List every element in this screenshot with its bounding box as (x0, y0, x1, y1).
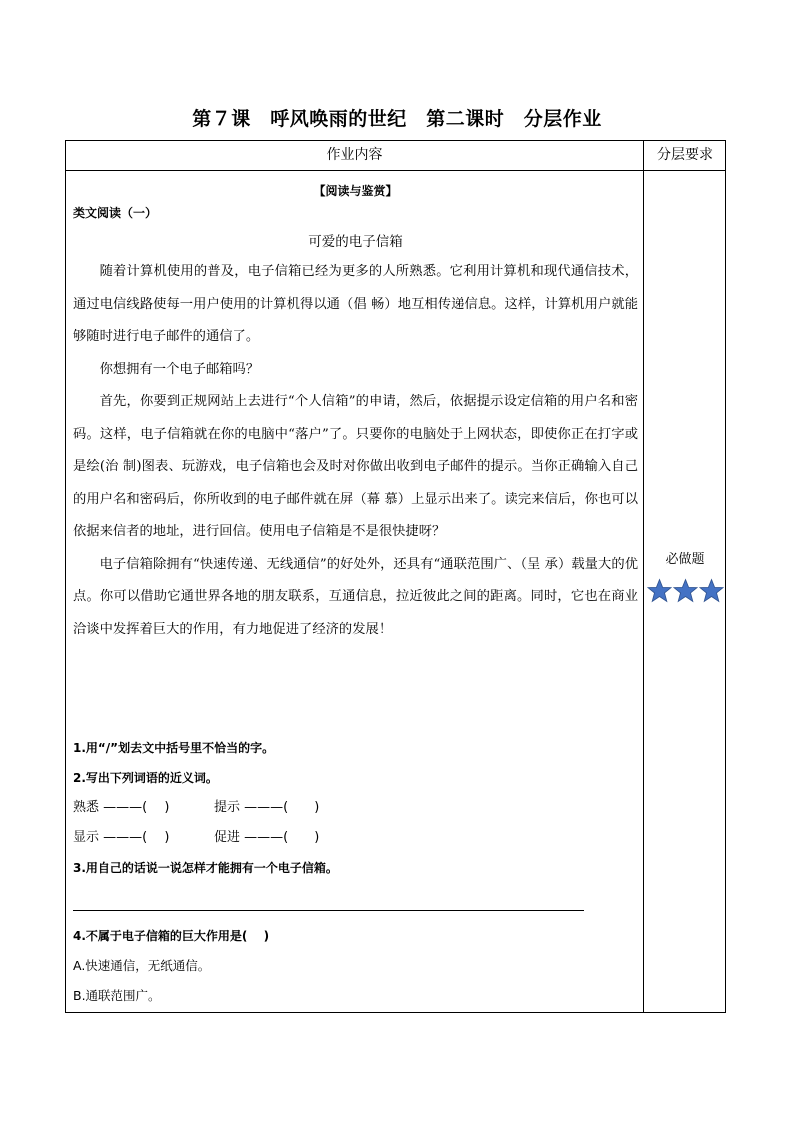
star-icon (699, 578, 724, 603)
answer-line (73, 910, 584, 911)
question-2: 2.写出下列词语的近义词。 (73, 771, 218, 785)
question-4-block (73, 921, 638, 1011)
article-paragraph: 随着计算机使用的普及，电子信箱已经为更多的人所熟悉。它利用计算机和现代通信技术，通过电信线路使每一用户使用的计算机得以通（倡 畅）地互相传递信息。这样，计算机用户就能够随时进行电子邮件的通信了。 (73, 264, 638, 344)
synonym-row (73, 793, 638, 823)
homework-table (65, 140, 726, 1013)
article-paragraph: 首先，你要到正规网站上去进行“个人信箱”的申请，然后，依据提示设定信箱的用户名和密码。这样，电子信箱就在你的电脑中“落户”了。只要你的电脑处于上网状态，即使你正在打字或是绘(治 制)图表、玩游戏，电子信箱也会及时对你做出收到电子邮件的提示。当你正确输入自己的用户名和密码后，你所收到的电子邮件就在屏（幕 慕）上显示出来了。读完来信后，你也可以依据来信者的地址，进行回信。使用电子信箱是不是很快捷呀？ (73, 394, 638, 539)
page-title: 第７课 呼风唤雨的世纪 第二课时 分层作业 (192, 108, 602, 130)
column-divider (643, 141, 644, 1012)
option-b: B.通联范围广。 (73, 988, 161, 1003)
star-icon (647, 578, 672, 603)
requirement-label: 必做题 (665, 552, 705, 567)
subsection-title: 类文阅读（一） (73, 206, 158, 220)
synonym-item: 显示 ———( ) (73, 830, 170, 845)
synonym-row (73, 823, 638, 853)
header-requirement-column: 分层要求 (657, 147, 713, 163)
question-1: 1.用“/”划去文中括号里不恰当的字。 (73, 741, 275, 755)
questions-block (73, 733, 638, 883)
article-body (73, 256, 638, 646)
option-a: A.快速通信，无纸通信。 (73, 958, 211, 973)
section-title: 【阅读与鉴赏】 (313, 184, 398, 198)
article-paragraph: 电子信箱除拥有“快速传递、无线通信”的好处外，还具有“通联范围广、（呈 承）载量大的优点。你可以借助它通世界各地的朋友联系，互通信息，拉近彼此之间的距离。同时，它也在商业洽谈中发挥着巨大的作用，有力地促进了经济的发展！ (73, 556, 638, 637)
content-cell (73, 170, 638, 646)
question-4: 4.不属于电子信箱的巨大作用是( ) (73, 929, 270, 943)
synonym-item: 熟悉 ———( ) (73, 800, 170, 815)
article-paragraph: 你想拥有一个电子邮箱吗？ (99, 361, 260, 377)
article-title: 可爱的电子信箱 (308, 234, 403, 250)
header-content-column: 作业内容 (326, 147, 383, 163)
star-icon (673, 578, 698, 603)
synonym-item: 提示 ———( ) (214, 800, 320, 815)
synonym-item: 促进 ———( ) (214, 830, 320, 845)
question-3: 3.用自己的话说一说怎样才能拥有一个电子信箱。 (73, 861, 338, 875)
difficulty-stars (644, 578, 726, 608)
